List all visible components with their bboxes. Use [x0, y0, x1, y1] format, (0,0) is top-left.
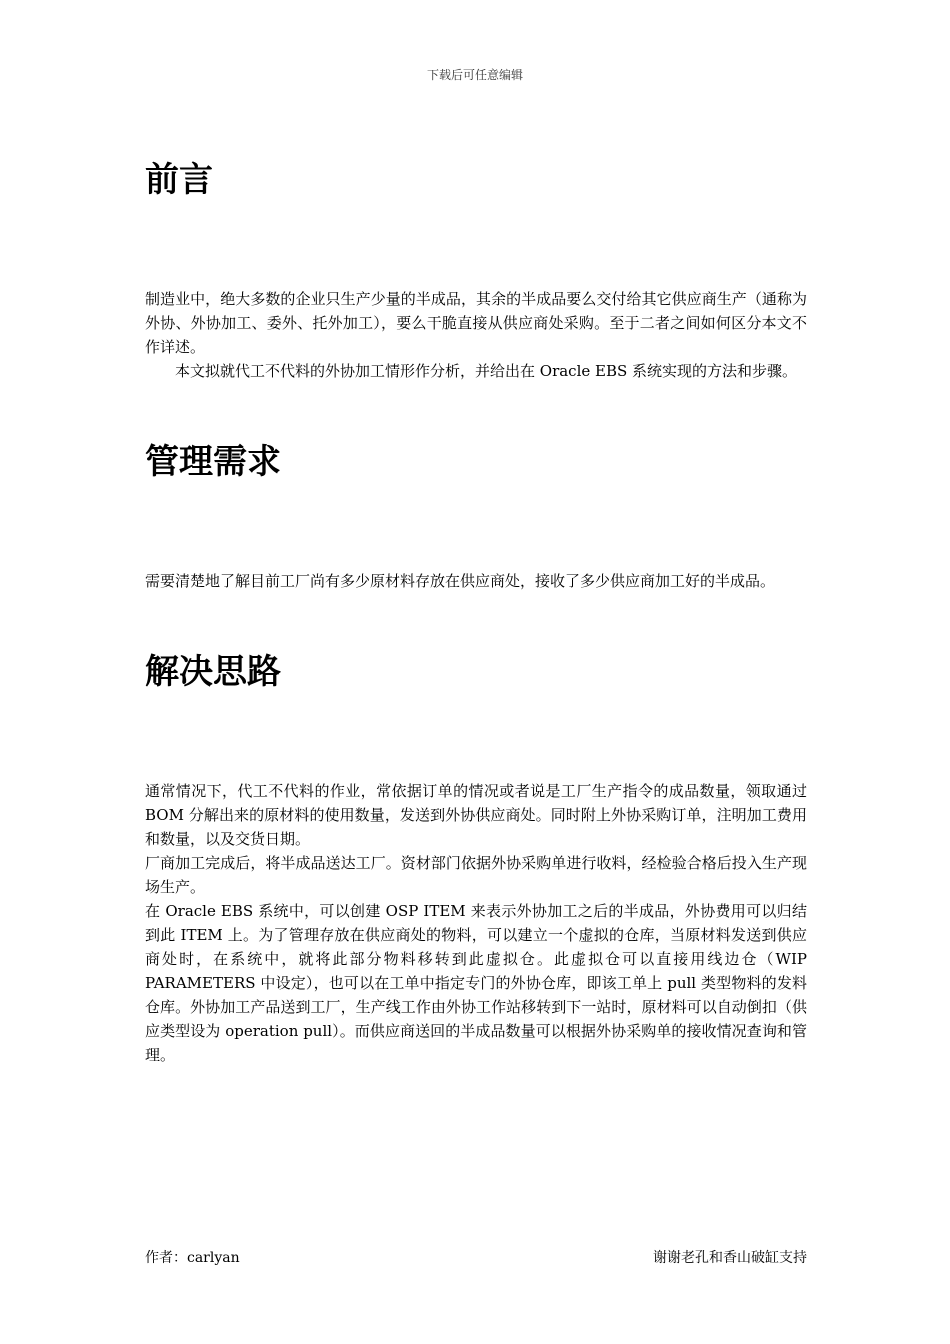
page-header-note: 下载后可任意编辑	[426, 68, 523, 82]
paragraph: 厂商加工完成后，将半成品送达工厂。资材部门依据外协采购单进行收料，经检验合格后投入生产现场生产。	[145, 854, 807, 896]
section-body-requirements	[145, 569, 807, 593]
section-heading-solution: 解决思路	[145, 652, 281, 692]
paragraph: 制造业中，绝大多数的企业只生产少量的半成品，其余的半成品要么交付给其它供应商生产（通称为外协、外协加工、委外、托外加工），要么干脆直接从供应商处采购。至于二者之间如何区分本文不作详述。	[145, 290, 807, 356]
section-heading-requirements: 管理需求	[145, 442, 281, 482]
footer-author: 作者：carlyan	[145, 1250, 240, 1266]
paragraph: 通常情况下，代工不代料的作业，常依据订单的情况或者说是工厂生产指令的成品数量，领取通过 BOM 分解出来的原材料的使用数量，发送到外协供应商处。同时附上外协采购订单，注明加工费用和数量，以及交货日期。	[145, 782, 807, 848]
footer-thanks: 谢谢老孔和香山破缸支持	[653, 1250, 807, 1266]
section-body-solution	[145, 779, 807, 1067]
section-heading-preface: 前言	[145, 160, 213, 200]
paragraph: 本文拟就代工不代料的外协加工情形作分析，并给出在 Oracle EBS 系统实现的方法和步骤。	[175, 362, 798, 380]
section-body-preface	[145, 287, 807, 383]
paragraph: 在 Oracle EBS 系统中，可以创建 OSP ITEM 来表示外协加工之后的半成品，外协费用可以归结到此 ITEM 上。为了管理存放在供应商处的物料，可以建立一个虚拟的仓库，当原材料发送到供应商处时，在系统中，就将此部分物料移转到此虚拟仓。此虚拟仓可以直接用线边仓（WIP PARAMETERS 中设定），也可以在工单中指定专门的外协仓库，即该工单上 pull 类型物料的发料仓库。外协加工产品送到工厂，生产线工作由外协工作站移转到下一站时，原材料可以自动倒扣（供应类型设为 operation pull）。而供应商送回的半成品数量可以根据外协采购单的接收情况查询和管理。	[145, 902, 807, 1064]
paragraph: 需要清楚地了解目前工厂尚有多少原材料存放在供应商处，接收了多少供应商加工好的半成品。	[145, 572, 776, 590]
